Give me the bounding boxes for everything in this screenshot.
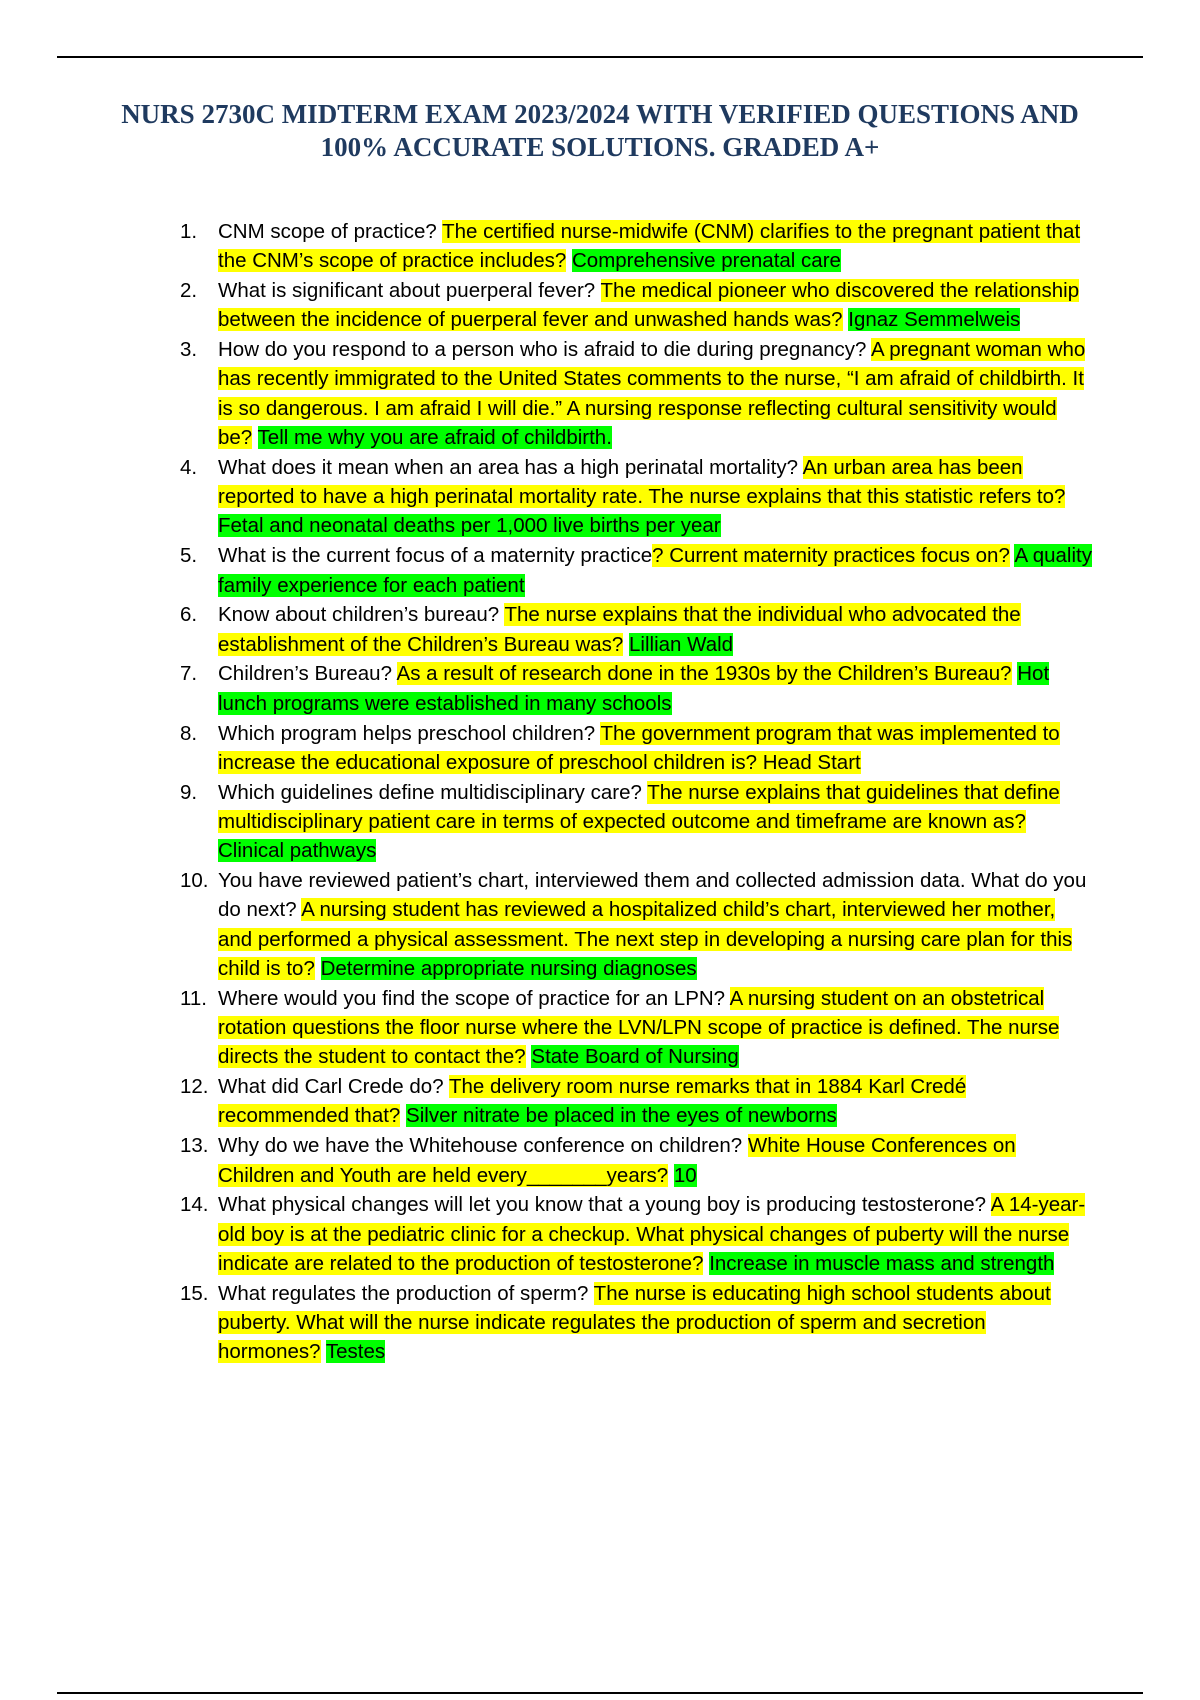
question-text: Know about children’s bureau?: [218, 603, 505, 627]
question-text: Which program helps preschool children?: [218, 721, 601, 745]
top-rule: [57, 56, 1143, 58]
question-number: 11.: [180, 986, 207, 1010]
answer-highlight: Comprehensive prenatal care: [572, 249, 841, 273]
question-number: 2.: [180, 279, 198, 303]
question-number: 6.: [180, 603, 198, 627]
question-number: 1.: [180, 220, 198, 243]
question-number: 4.: [180, 455, 198, 479]
question-item: [0, 984, 1200, 1072]
question-text: Children’s Bureau?: [218, 662, 397, 686]
question-item: [0, 453, 1200, 541]
question-stem-highlight: The certified nurse-midwife (CNM) clarifies to the pregnant patient that the CNM’s scope of practice includes?: [218, 220, 1081, 273]
question-stem-highlight: A pregnant woman who has recently immigrated to the United States comments to the nurse, “I am afraid of childbirth. It is so dangerous. I am afraid I will die.” A nursing response reflecting cultural sensitivity would be?: [218, 338, 1086, 450]
question-stem-highlight: As a result of research done in the 1930s by the Children’s Bureau?: [396, 662, 1012, 686]
answer-highlight: Fetal and neonatal deaths per 1,000 live births per year: [218, 514, 721, 538]
question-stem-highlight: The medical pioneer who discovered the relationship between the incidence of puerperal fever and unwashed hands was?: [218, 279, 1080, 332]
answer-highlight: Clinical pathways: [218, 839, 377, 863]
question-item: [0, 1131, 1200, 1190]
question-stem-highlight: The nurse explains that the individual who advocated the establishment of the Children’s Bureau was?: [218, 603, 1021, 656]
question-item: [0, 1072, 1200, 1131]
answer-highlight: State Board of Nursing: [531, 1045, 739, 1069]
question-stem-highlight: The government program that was implemented to increase the educational exposure of preschool children is? Head Start: [218, 721, 1060, 774]
answer-highlight: Silver nitrate be placed in the eyes of newborns: [406, 1104, 837, 1128]
document-title: NURS 2730C MIDTERM EXAM 2023/2024 WITH VERIFIED QUESTIONS AND 100% ACCURATE SOLUTIONS. GRADED A+: [121, 99, 1079, 162]
answer-highlight: 10: [673, 1163, 697, 1187]
question-number: 7.: [180, 662, 198, 686]
question-stem-highlight: The nurse explains that guidelines that define multidisciplinary patient care in terms of expected outcome and timeframe are known as?: [218, 780, 1060, 833]
answer-highlight: Hot lunch programs were established in many schools: [218, 662, 1050, 715]
question-item: [0, 600, 1200, 659]
question-text: Which guidelines define multidisciplinary care?: [218, 780, 648, 804]
question-number: 3.: [180, 338, 198, 362]
question-list: [0, 217, 1200, 1367]
question-number: 8.: [180, 721, 198, 745]
question-item: [0, 866, 1200, 983]
question-item: [0, 217, 1200, 276]
question-number: 9.: [180, 780, 198, 804]
question-item: [0, 335, 1200, 452]
question-stem-highlight: The nurse is educating high school students about puberty. What will the nurse indicate regulates the production of sperm and secretion hormones?: [218, 1281, 1051, 1364]
question-stem-highlight: White House Conferences on Children and Youth are held every_______years?: [218, 1134, 1016, 1187]
question-stem-highlight: An urban area has been reported to have a high perinatal mortality rate. The nurse explains that this statistic refers to?: [218, 455, 1066, 509]
question-item: [0, 1279, 1200, 1367]
answer-highlight: Determine appropriate nursing diagnoses: [320, 956, 697, 980]
answer-highlight: Testes: [325, 1340, 386, 1364]
question-text: Where would you find the scope of practice for an LPN?: [218, 986, 730, 1010]
answer-highlight: Tell me why you are afraid of childbirth.: [257, 426, 612, 450]
question-stem-highlight: The delivery room nurse remarks that in 1884 Karl Credé recommended that?: [218, 1075, 967, 1128]
question-number: 13.: [180, 1134, 209, 1158]
question-text: CNM scope of practice?: [218, 220, 443, 243]
question-number: 12.: [180, 1075, 209, 1099]
question-text: What does it mean when an area has a high perinatal mortality?: [218, 455, 803, 479]
question-text: What regulates the production of sperm?: [218, 1281, 594, 1305]
question-stem-highlight: A nursing student has reviewed a hospitalized child’s chart, interviewed her mother, and performed a physical assessment. The next step in developing a nursing care plan for this child is to?: [218, 898, 1073, 980]
question-text: What is significant about puerperal fever?: [218, 279, 601, 303]
question-stem-highlight: A 14-year-old boy is at the pediatric clinic for a checkup. What physical changes of puberty will the nurse indicate are related to the production of testosterone?: [218, 1193, 1086, 1275]
question-item: [0, 659, 1200, 718]
answer-highlight: A quality family experience for each patient: [218, 544, 1092, 597]
answer-highlight: Ignaz Semmelweis: [848, 308, 1021, 332]
question-item: [0, 1190, 1200, 1278]
question-text: What did Carl Crede do?: [218, 1075, 449, 1099]
question-text: Why do we have the Whitehouse conference on children?: [218, 1134, 748, 1158]
question-number: 15.: [180, 1281, 209, 1305]
question-text: You have reviewed patient’s chart, interviewed them and collected admission data. What do you do next?: [218, 869, 1087, 922]
question-item: [0, 778, 1200, 866]
question-text: What is the current focus of a maternity practice: [218, 544, 653, 568]
question-number: 5.: [180, 544, 198, 568]
question-stem-highlight: ? Current maternity practices focus on?: [652, 544, 1010, 568]
answer-highlight: Increase in muscle mass and strength: [709, 1251, 1055, 1275]
question-item: [0, 541, 1200, 600]
bottom-rule: [57, 1692, 1143, 1694]
question-text: How do you respond to a person who is afraid to die during pregnancy?: [218, 338, 871, 362]
question-stem-highlight: A nursing student on an obstetrical rotation questions the floor nurse where the LVN/LPN scope of practice is defined. The nurse directs the student to contact the?: [218, 986, 1060, 1069]
answer-highlight: Lillian Wald: [629, 632, 734, 656]
question-item: [0, 276, 1200, 335]
question-text: What physical changes will let you know that a young boy is producing testosterone?: [218, 1193, 991, 1217]
question-number: 10.: [180, 869, 209, 893]
question-item: [0, 719, 1200, 778]
question-number: 14.: [180, 1193, 209, 1217]
